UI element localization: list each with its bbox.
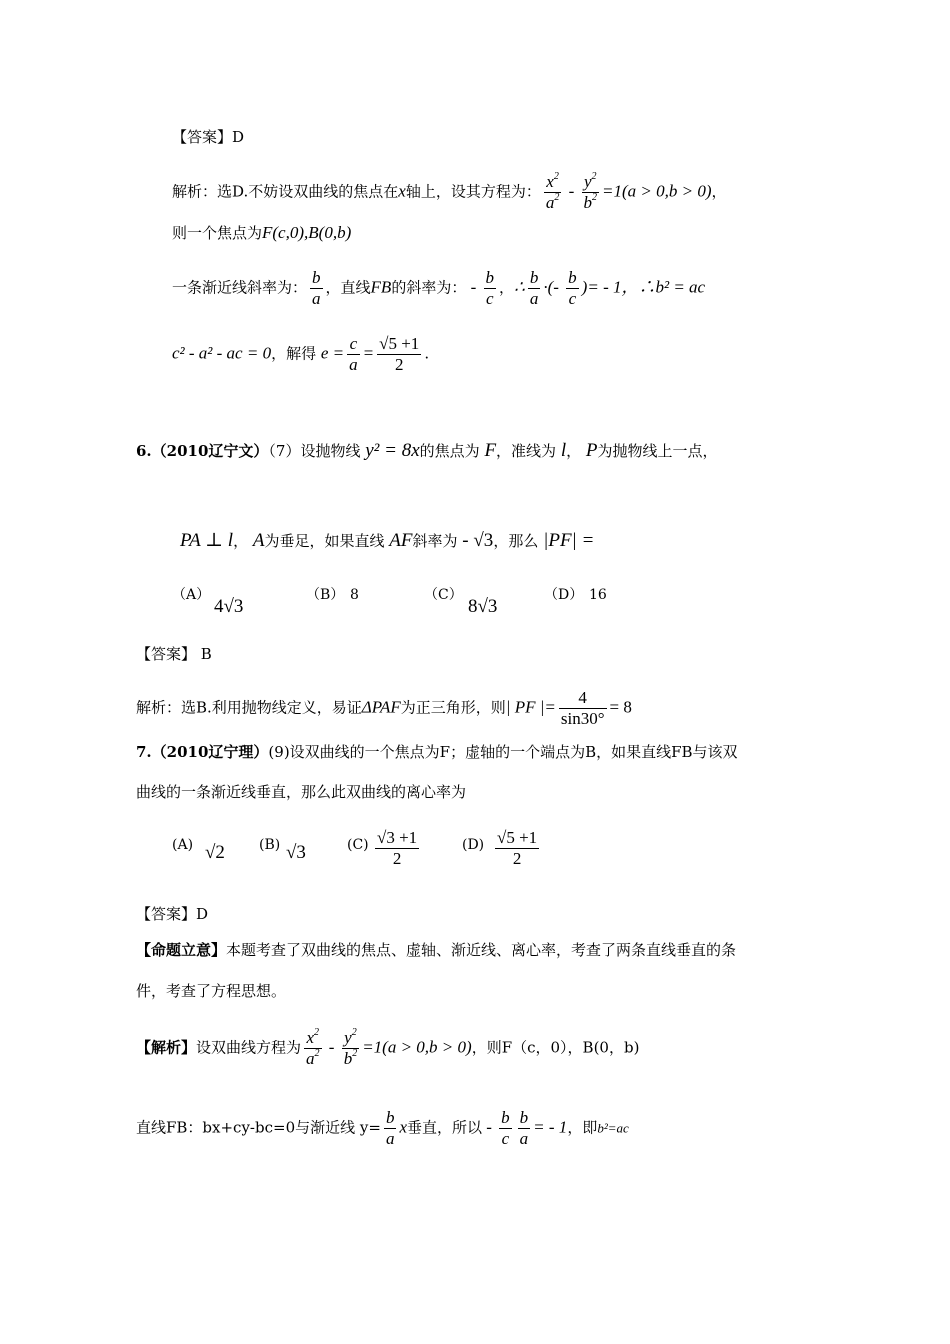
option-6d-label: （D） [544, 587, 584, 603]
var-x: x [398, 181, 406, 201]
explanation-line-1: 解析：选D.不妨设双曲线的焦点在x轴上，设其方程为： $\frac{x^2}{a^2}$ - $\frac{y^2}{b^2}$ =1(a > 0,b > 0)， [172, 171, 727, 212]
text: 一条渐近线斜率为： [172, 278, 308, 297]
text: 轴上，设其方程为： [405, 182, 541, 201]
fraction-b-a: $\frac{b}{a}$ [519, 1108, 529, 1148]
equation: b²=ac [597, 1120, 629, 1136]
fraction-b-c: $\frac{b}{c}$ [485, 268, 494, 308]
text: 斜率为 [412, 532, 458, 550]
option-6d-value: 16 [589, 587, 607, 603]
equation: = - 1， [587, 277, 639, 297]
var-l: l [560, 440, 567, 461]
text: 为正三角形，则 [400, 698, 506, 717]
triangle: ΔPAF [361, 697, 401, 717]
intent-tag: 【命题立意】 [136, 941, 227, 959]
text: 为抛物线上一点， [597, 442, 718, 460]
option-6b-label: （B） [306, 587, 345, 603]
fraction-b-a: $\frac{b}{a}$ [529, 268, 539, 308]
fraction-eccentricity: $\frac{√5 +1}{2}$ [379, 334, 420, 374]
condition: PA ⊥ l [180, 530, 234, 551]
explanation-line-4: c² - a² - ac = 0，解得 e = $\frac{c}{a}$ = $\frac{√5 +1}{2}$ . [172, 334, 430, 374]
text: (9)设双曲线的一个焦点为F；虚轴的一个端点为B，如果直线FB与该双 [268, 743, 738, 761]
pf-expression: |PF| = [543, 530, 595, 551]
text: 垂直，所以 [406, 1118, 482, 1137]
fraction-b-a: $\frac{b}{a}$ [312, 268, 321, 308]
text: 设双曲线方程为 [196, 1038, 302, 1057]
option-7a-label: (A) [172, 837, 194, 853]
equation-rhs: =1(a > 0,b > 0) [602, 181, 712, 201]
fraction-b-c: $\frac{b}{c}$ [568, 268, 577, 308]
question-7-line-2: 曲线的一条渐近线垂直，那么此双曲线的离心率为 [136, 783, 467, 801]
line-AF: AF [389, 530, 413, 551]
text: （7）设抛物线 [268, 442, 361, 460]
fraction: $\frac{√3 +1}{2}$ [377, 828, 418, 868]
option-7b-label: (B) [259, 837, 281, 853]
explanation-6 [136, 688, 632, 729]
equation: ∴b² = ac [638, 277, 706, 297]
parabola-equation: y² = 8x [365, 440, 420, 461]
explanation-line-3: 一条渐近线斜率为： $\frac{b}{a}$ ，直线FB的斜率为： - $\frac{b}{c}$ ，∴ $\frac{b}{a}$ ·(- $\frac{b}{c}$ )= - 1，∴b² = ac [172, 268, 706, 308]
text: 的斜率为： [391, 278, 467, 297]
option-7a-value: √2 [205, 842, 225, 863]
eccentricity-label: e = [320, 343, 345, 363]
line-fb: FB [370, 277, 392, 297]
option-7d-value [492, 828, 542, 869]
option-7c-value [372, 828, 422, 869]
option-7d-label: (D) [462, 837, 485, 853]
focus-points: F(c,0),B(0,b) [262, 223, 352, 242]
fraction-x2-a2: $\frac{x^2}{a^2}$ [545, 171, 560, 212]
text: ，直线 [325, 278, 371, 297]
fraction-b-c: $\frac{b}{c}$ [501, 1108, 510, 1148]
intent-line-1 [136, 939, 736, 961]
var-x: x [399, 1117, 407, 1137]
option-6a-value: 4√3 [214, 596, 244, 617]
question-number: 7.（2010辽宁理） [136, 743, 269, 761]
question-6-line-1 [136, 440, 718, 462]
explanation-7-line-2: 直线FB：bx+cy-bc=0与渐近线 y= $\frac{b}{a}$ x垂直，所以 - $\frac{b}{c}$ $\frac{b}{a}$ = - 1，即b²=ac [136, 1108, 629, 1148]
text: 本题考查了双曲线的焦点、虚轴、渐近线、离心率，考查了两条直线垂直的条 [226, 941, 737, 959]
fraction-y2-b2: $\frac{y^2}{b^2}$ [583, 171, 597, 212]
text: ，解得 [271, 344, 317, 363]
fraction-y2-b2: $\frac{y^2}{b^2}$ [343, 1027, 358, 1068]
text: ， [711, 182, 727, 201]
option-6b-value: 8 [350, 587, 359, 603]
explanation-7-line-1: 【解析】设双曲线方程为 $\frac{x^2}{a^2}$ - $\frac{y^2}{b^2}$ =1(a > 0,b > 0)，则F（c，0），B(0，b) [136, 1027, 640, 1068]
text: ， [233, 532, 249, 550]
fraction-x2-a2: $\frac{x^2}{a^2}$ [306, 1027, 320, 1068]
slope-value: - √3 [462, 530, 494, 551]
equation: c² - a² - ac = 0 [172, 343, 272, 363]
text: ， [566, 442, 582, 460]
answer-7: 【答案】D [136, 905, 209, 923]
var-P: P [585, 440, 598, 461]
text: 直线FB：bx+cy-bc=0与渐近线 y= [136, 1118, 381, 1137]
option-6c-label: （C） [424, 587, 463, 603]
text: 解析：选B.利用抛物线定义，易证 [136, 698, 362, 717]
explanation-line-2 [172, 222, 351, 244]
text: 解析：选D.不妨设双曲线的焦点在 [172, 182, 399, 201]
text: ，即 [567, 1118, 598, 1137]
fraction-c-a: $\frac{c}{a}$ [349, 334, 358, 374]
fraction-4-sin30: $\frac{4}{\sin 30^\circ}$ [560, 688, 605, 728]
question-7-line-1 [136, 741, 738, 763]
fraction-b-a: $\frac{b}{a}$ [385, 1108, 395, 1148]
result: = 8 [609, 697, 632, 717]
text: ， [499, 278, 515, 297]
equation-rhs: =1(a > 0,b > 0) [362, 1037, 472, 1057]
answer-6: 【答案】 B [136, 645, 212, 663]
option-6a-label: （A） [172, 587, 211, 603]
explanation-tag: 【解析】 [136, 1038, 197, 1057]
var-F: F [484, 440, 497, 461]
question-number: 6.（2010辽宁文） [136, 442, 269, 460]
var-A: A [252, 530, 265, 551]
option-7c-label: (C) [347, 837, 369, 853]
intent-line-2: 件，考查了方程思想。 [136, 982, 287, 1000]
option-7b-value: √3 [286, 842, 306, 863]
fraction: $\frac{√5 +1}{2}$ [497, 828, 538, 868]
text: 为垂足，如果直线 [264, 532, 385, 550]
text: ，则F（c，0），B(0，b) [471, 1038, 640, 1057]
answer-label: 【答案】D [172, 128, 245, 146]
text: ，准线为 [496, 442, 557, 460]
option-6c-value: 8√3 [468, 596, 498, 617]
question-6-line-2 [180, 530, 594, 552]
equation: = - 1 [533, 1117, 568, 1137]
text: 则一个焦点为 [172, 224, 263, 242]
text: 的焦点为 [419, 442, 480, 460]
text: ，那么 [493, 532, 539, 550]
pf-expression: | PF |= [505, 697, 556, 717]
